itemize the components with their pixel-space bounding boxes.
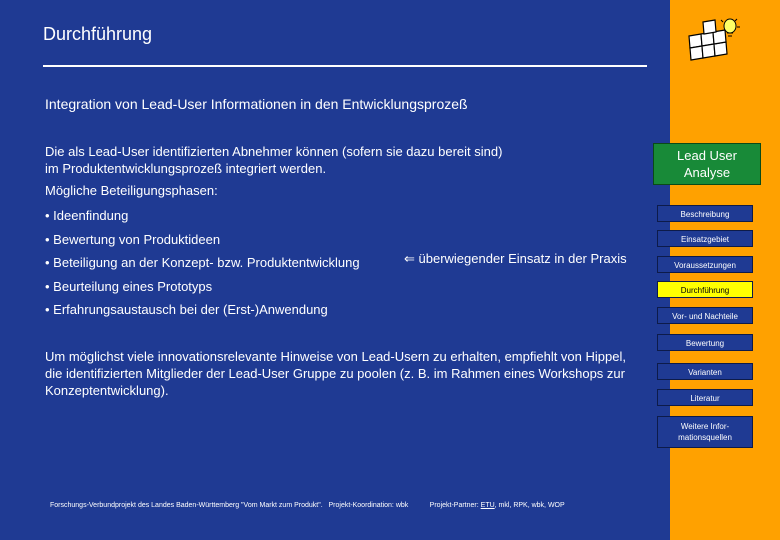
- footer-partners: , mkl, RPK, wbk, WOP: [494, 502, 565, 509]
- nav-varianten-button[interactable]: Varianten: [657, 363, 753, 380]
- nav-literatur-button[interactable]: Literatur: [657, 389, 753, 406]
- section-label-line-1: Lead User: [677, 148, 737, 163]
- section-label-box: [653, 143, 761, 185]
- phase-item: • Ideenfindung: [45, 208, 129, 223]
- practice-note: ⇐ überwiegender Einsatz in der Praxis: [404, 251, 627, 266]
- footer-project: Forschungs-Verbundprojekt des Landes Baden-Württemberg "Vom Markt zum Produkt".: [50, 502, 323, 509]
- phase-item: • Erfahrungsaustausch bei der (Erst-)Anwendung: [45, 302, 328, 317]
- intro-text: [45, 143, 605, 177]
- nav-bewertung-button[interactable]: Bewertung: [657, 334, 753, 351]
- intro-line-1: Die als Lead-User identifizierten Abnehmer können (sofern sie dazu bereit sind): [45, 144, 503, 159]
- intro-line-2: im Produktentwicklungsprozeß integriert werden.: [45, 161, 327, 176]
- nav-voraussetzungen-button[interactable]: Voraussetzungen: [657, 256, 753, 273]
- phases-heading: Mögliche Beteiligungsphasen:: [45, 183, 218, 198]
- nav-weitere-informationsquellen-button[interactable]: [657, 416, 753, 448]
- footer: [50, 502, 565, 509]
- slide-subtitle: Integration von Lead-User Informationen in den Entwicklungsprozeß: [45, 96, 468, 112]
- nav-beschreibung-button[interactable]: Beschreibung: [657, 205, 753, 222]
- section-label-line-2: Analyse: [683, 165, 731, 180]
- footer-partner-link[interactable]: ETU: [480, 502, 495, 509]
- footer-coordination: Projekt-Koordination: wbk: [328, 502, 409, 509]
- recommendation-text: Um möglichst viele innovationsrelevante Hinweise von Lead-Usern zu erhalten, empfiehlt von Hippel, die identifizierten Mitglieder der Lead-User Gruppe zu poolen (z. B. im Rahmen eines Workshops zur Konzeptentwicklung).: [45, 349, 626, 398]
- footer-partners-label: Projekt-Partner:: [429, 502, 479, 509]
- nav-vor-und-nachteile-button[interactable]: Vor- und Nachteile: [657, 307, 753, 324]
- nav-more-line-2: mationsquellen: [678, 433, 732, 442]
- phase-item: • Beurteilung eines Prototyps: [45, 279, 213, 294]
- nav-more-line-1: Weitere Infor-: [680, 422, 730, 431]
- page-title: Durchführung: [43, 24, 153, 44]
- title-divider: [43, 65, 647, 67]
- grid-with-lightbulb-icon: [685, 14, 743, 66]
- nav-einsatzgebiet-button[interactable]: Einsatzgebiet: [657, 230, 753, 247]
- phase-item: • Bewertung von Produktideen: [45, 232, 221, 247]
- nav-durchfuehrung-button[interactable]: Durchführung: [657, 281, 753, 298]
- phase-item: • Beteiligung an der Konzept- bzw. Produktentwicklung: [45, 255, 360, 270]
